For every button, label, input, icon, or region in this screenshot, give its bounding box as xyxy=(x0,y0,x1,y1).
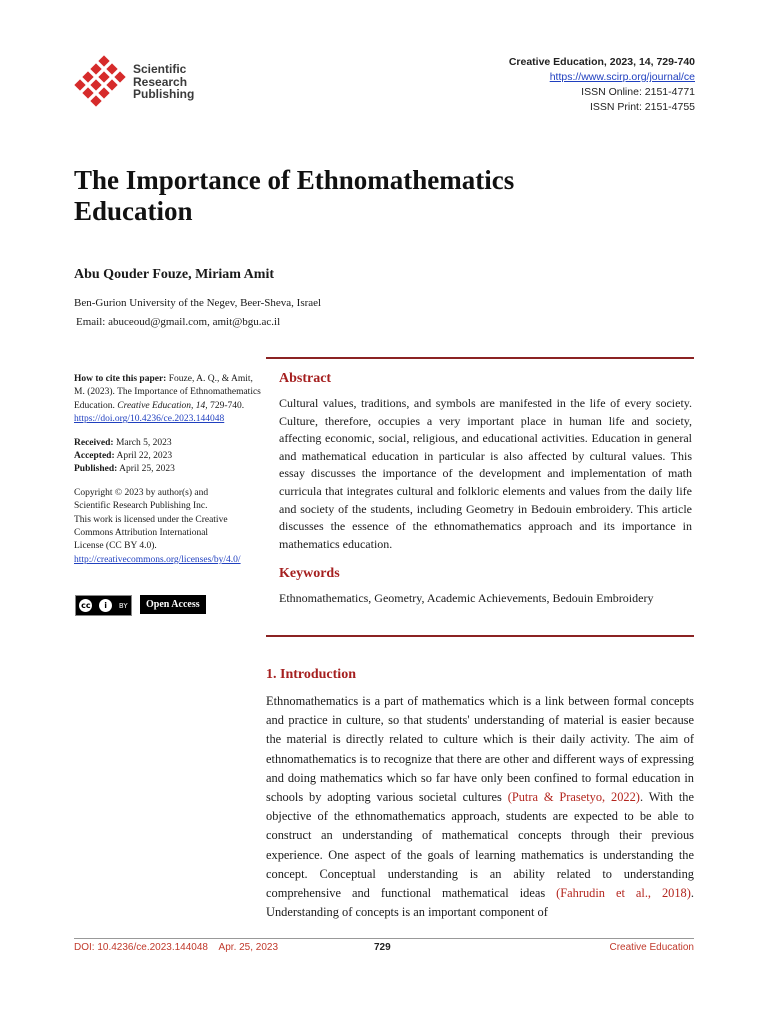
license-line: License (CC BY 4.0). xyxy=(74,541,157,552)
doi-link[interactable]: https://doi.org/10.4236/ce.2023.144048 xyxy=(74,414,225,425)
scirp-diamond-icon xyxy=(74,55,134,111)
license-link[interactable]: http://creativecommons.org/licenses/by/4.0/ xyxy=(74,554,241,565)
paper-authors: Abu Qouder Fouze, Miriam Amit xyxy=(74,267,275,282)
cc-by-badge[interactable]: cc i BY xyxy=(75,595,132,616)
cite-block: How to cite this paper: Fouze, A. Q., & Amit, M. (2023). The Importance of Ethnomathematics Education. Creative Education, 14, 729-740. xyxy=(74,374,261,411)
issn-online: ISSN Online: 2151-4771 xyxy=(581,86,695,98)
license-badges xyxy=(75,595,206,616)
introduction-heading: 1. Introduction xyxy=(266,667,356,682)
attribution-icon: i xyxy=(99,599,112,612)
copyright-line: Scientific Research Publishing Inc. xyxy=(74,501,208,512)
footer-journal: Creative Education xyxy=(609,942,694,953)
footer-doi: DOI: 10.4236/ce.2023.144048 Apr. 25, 2023 xyxy=(74,942,279,953)
open-access-badge: Open Access xyxy=(140,595,206,614)
copyright-line: Copyright © 2023 by author(s) and xyxy=(74,487,209,498)
journal-citation: Creative Education, 2023, 14, 729-740 xyxy=(508,56,695,68)
published-date: Published: April 25, 2023 xyxy=(74,464,175,475)
license-line: This work is licensed under the Creative xyxy=(74,514,228,525)
license-line: Commons Attribution International xyxy=(74,528,209,539)
citation-sidebar xyxy=(74,373,266,567)
keywords-text: Ethnomathematics, Geometry, Academic Achievements, Bedouin Embroidery xyxy=(279,591,654,605)
accepted-date: Accepted: April 22, 2023 xyxy=(74,451,173,462)
issn-print: ISSN Print: 2151-4755 xyxy=(589,101,695,113)
abstract-heading: Abstract xyxy=(279,371,332,386)
abstract-text: Cultural values, traditions, and symbols are manifested in the life of every society. Culture, therefore, occupies a very important place in human life and society, affecting economic, social, religious, and educational activities. Education in general and mathematical education in particular is also affected by cultural values. This essay discusses the importance of the development and implementation of math curricula that integrates cultural and folkloric elements and values from the daily life and society of the students, including Geometry in Bedouin embroidery. This article discusses the essence of the ethnomathematics approach and its importance in mathematics education. xyxy=(279,396,692,551)
keywords-heading: Keywords xyxy=(279,566,340,581)
paper-title: The Importance of Ethnomathematics Education xyxy=(74,165,515,226)
journal-info xyxy=(509,55,695,115)
affiliation: Ben-Gurion University of the Negev, Beer-Sheva, Israel xyxy=(74,297,322,309)
author-email: Email: abuceoud@gmail.com, amit@bgu.ac.il xyxy=(76,316,281,328)
citation-link[interactable]: (Fahrudin et al., 2018) xyxy=(556,886,691,901)
cite-label: How to cite this paper: xyxy=(74,374,167,384)
publisher-name: Scientific Research Publishing xyxy=(133,62,195,101)
cc-icon: cc xyxy=(81,601,91,610)
introduction-text: Ethnomathematics is a part of mathematics which is a link between formal concepts and practice in culture, so that students' understanding of material is easier because the material is directly related to culture which is their daily activity. The aim of ethnomathematics is to recognize that there are other and different ways of expressing and doing mathematics which so far have only been confined to formal education in schools by adopting various societal cultures (Putra & Prasetyo, 2022). With the objective of the ethnomathematics approach, students are expected to be able to construct an understanding of mathematical concepts through their previous experience. One aspect of the goals of learning mathematics is understanding the concept. Conceptual understanding is an ability related to understanding comprehensive and functional mathematical ideas (Fahrudin et al., 2018). Understanding of concepts is an important component of xyxy=(266,694,694,920)
page-footer xyxy=(74,938,694,955)
journal-url-link[interactable]: https://www.scirp.org/journal/ce xyxy=(549,71,695,83)
page-number: 729 xyxy=(374,942,391,953)
abstract-top-rule xyxy=(266,357,694,359)
received-date: Received: March 5, 2023 xyxy=(74,437,172,448)
keywords-bottom-rule xyxy=(266,635,694,637)
citation-link[interactable]: (Putra & Prasetyo, 2022) xyxy=(507,790,640,805)
